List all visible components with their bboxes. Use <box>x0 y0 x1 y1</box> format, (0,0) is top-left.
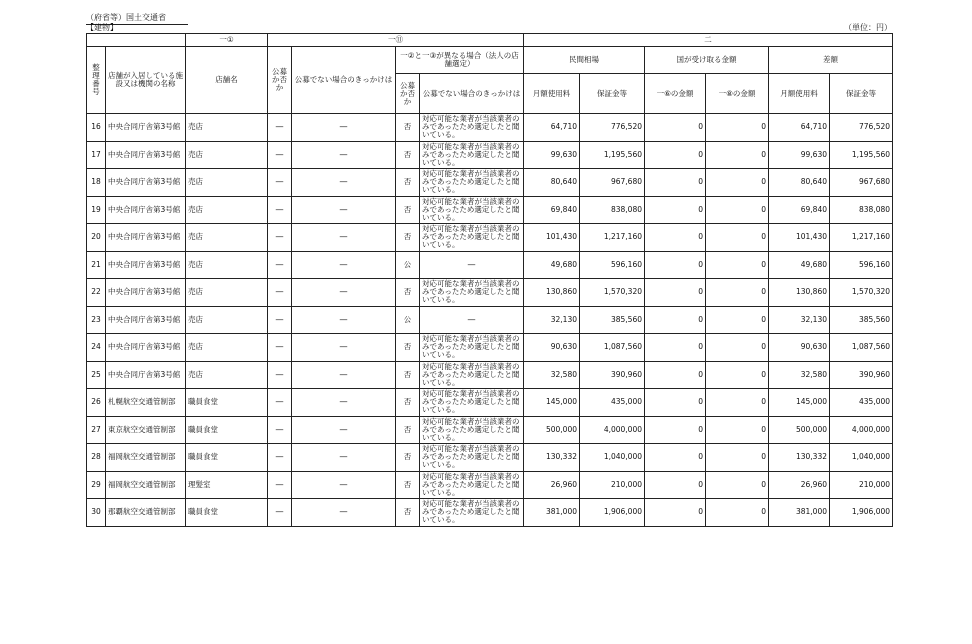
amount8-value: 0 <box>706 361 769 389</box>
reason-a-value: ― <box>292 334 396 362</box>
col-reason-b-head: 公募でない場合のきっかけは <box>420 74 524 114</box>
deposit-value: 967,680 <box>580 169 645 197</box>
public-b-value: 否 <box>396 224 420 252</box>
public-b-value: 否 <box>396 389 420 417</box>
row-number: 27 <box>87 416 106 444</box>
amount6-value: 0 <box>645 334 706 362</box>
row-number: 26 <box>87 389 106 417</box>
group-1-head: 一① <box>186 34 268 47</box>
row-number: 17 <box>87 141 106 169</box>
amount8-value: 0 <box>706 306 769 334</box>
public-a-value: ― <box>268 471 292 499</box>
table-row <box>87 471 893 499</box>
store-name: 売店 <box>186 141 268 169</box>
col-public-a-head: 公募か否か <box>268 47 292 114</box>
diff-deposit-value: 596,160 <box>830 251 893 279</box>
monthly-fee-value: 130,332 <box>524 444 580 472</box>
table-row <box>87 279 893 307</box>
table-row <box>87 361 893 389</box>
public-a-value: ― <box>268 141 292 169</box>
amount6-value: 0 <box>645 169 706 197</box>
monthly-fee-value: 101,430 <box>524 224 580 252</box>
table-row <box>87 444 893 472</box>
store-name: 売店 <box>186 334 268 362</box>
public-a-value: ― <box>268 334 292 362</box>
reason-a-value: ― <box>292 251 396 279</box>
deposit-value: 4,000,000 <box>580 416 645 444</box>
public-a-value: ― <box>268 169 292 197</box>
amount6-value: 0 <box>645 114 706 142</box>
diff-monthly-value: 26,960 <box>769 471 830 499</box>
col-store-head: 店舗名 <box>186 47 268 114</box>
monthly-fee-value: 99,630 <box>524 141 580 169</box>
public-b-value: 否 <box>396 361 420 389</box>
amount8-value: 0 <box>706 141 769 169</box>
reason-a-value: ― <box>292 114 396 142</box>
amount8-value: 0 <box>706 499 769 527</box>
row-number: 19 <box>87 196 106 224</box>
diff-deposit-value: 210,000 <box>830 471 893 499</box>
public-a-value: ― <box>268 114 292 142</box>
store-name: 売店 <box>186 196 268 224</box>
table-row <box>87 141 893 169</box>
diff-monthly-value: 500,000 <box>769 416 830 444</box>
row-number: 28 <box>87 444 106 472</box>
reason-a-value: ― <box>292 169 396 197</box>
store-name: 売店 <box>186 114 268 142</box>
reason-a-value: ― <box>292 141 396 169</box>
row-number: 30 <box>87 499 106 527</box>
col-num-head: 整理番号 <box>87 47 106 114</box>
reason-b-value: 対応可能な業者が当該業者のみであったため選定したと聞いている。 <box>420 444 524 472</box>
diff-monthly-value: 130,332 <box>769 444 830 472</box>
public-b-value: 否 <box>396 196 420 224</box>
facility-name: 那覇航空交通管制部 <box>106 499 186 527</box>
diff-monthly-value: 32,130 <box>769 306 830 334</box>
diff-monthly-value: 130,860 <box>769 279 830 307</box>
reason-a-value: ― <box>292 416 396 444</box>
public-b-value: 否 <box>396 416 420 444</box>
facility-name: 中央合同庁舎第3号館 <box>106 224 186 252</box>
amount6-value: 0 <box>645 196 706 224</box>
differs-head: 一②と一③が異なる場合（法人の店舗選定） <box>396 47 524 74</box>
public-a-value: ― <box>268 279 292 307</box>
amount6-value: 0 <box>645 499 706 527</box>
table-row <box>87 499 893 527</box>
amount8-value: 0 <box>706 169 769 197</box>
monthly-fee-value: 26,960 <box>524 471 580 499</box>
diff-monthly-value: 99,630 <box>769 141 830 169</box>
deposit-value: 435,000 <box>580 389 645 417</box>
row-number: 21 <box>87 251 106 279</box>
table-body <box>87 114 893 527</box>
col-diff-deposit-head: 保証金等 <box>830 74 893 114</box>
public-b-value: 否 <box>396 471 420 499</box>
amount8-value: 0 <box>706 224 769 252</box>
diff-deposit-value: 390,960 <box>830 361 893 389</box>
reason-a-value: ― <box>292 389 396 417</box>
store-name: 売店 <box>186 224 268 252</box>
deposit-value: 1,217,160 <box>580 224 645 252</box>
group-11-head: 一⑪ <box>268 34 524 47</box>
reason-b-value: 対応可能な業者が当該業者のみであったため選定したと聞いている。 <box>420 114 524 142</box>
deposit-value: 390,960 <box>580 361 645 389</box>
public-a-value: ― <box>268 444 292 472</box>
public-a-value: ― <box>268 251 292 279</box>
amount8-value: 0 <box>706 471 769 499</box>
public-b-value: 否 <box>396 114 420 142</box>
facility-name: 中央合同庁舎第3号館 <box>106 361 186 389</box>
public-b-value: 公 <box>396 251 420 279</box>
diff-monthly-value: 90,630 <box>769 334 830 362</box>
monthly-fee-value: 64,710 <box>524 114 580 142</box>
public-a-value: ― <box>268 306 292 334</box>
public-b-value: 公 <box>396 306 420 334</box>
facility-name: 中央合同庁舎第3号館 <box>106 306 186 334</box>
diff-monthly-value: 80,640 <box>769 169 830 197</box>
table-row <box>87 114 893 142</box>
reason-b-value: 対応可能な業者が当該業者のみであったため選定したと聞いている。 <box>420 416 524 444</box>
amount8-value: 0 <box>706 389 769 417</box>
public-a-value: ― <box>268 361 292 389</box>
amount8-value: 0 <box>706 251 769 279</box>
diff-monthly-value: 69,840 <box>769 196 830 224</box>
store-name: 職員食堂 <box>186 444 268 472</box>
table-row <box>87 169 893 197</box>
public-a-value: ― <box>268 416 292 444</box>
row-number: 22 <box>87 279 106 307</box>
group-2-head: 二 <box>524 34 893 47</box>
store-name: 理髪室 <box>186 471 268 499</box>
reason-b-value: 対応可能な業者が当該業者のみであったため選定したと聞いている。 <box>420 389 524 417</box>
reason-b-value: ― <box>420 306 524 334</box>
rent-table <box>86 33 893 527</box>
public-a-value: ― <box>268 389 292 417</box>
deposit-value: 776,520 <box>580 114 645 142</box>
diff-monthly-value: 49,680 <box>769 251 830 279</box>
amount6-value: 0 <box>645 224 706 252</box>
reason-b-value: 対応可能な業者が当該業者のみであったため選定したと聞いている。 <box>420 361 524 389</box>
deposit-value: 1,906,000 <box>580 499 645 527</box>
amount8-value: 0 <box>706 114 769 142</box>
public-a-value: ― <box>268 196 292 224</box>
deposit-value: 385,560 <box>580 306 645 334</box>
row-number: 23 <box>87 306 106 334</box>
amount6-value: 0 <box>645 471 706 499</box>
reason-a-value: ― <box>292 499 396 527</box>
private-head: 民間相場 <box>524 47 645 74</box>
amount8-value: 0 <box>706 279 769 307</box>
store-name: 売店 <box>186 251 268 279</box>
header-row-groups <box>87 34 893 47</box>
store-name: 職員食堂 <box>186 416 268 444</box>
public-b-value: 否 <box>396 169 420 197</box>
ministry-label: （府省等）国土交通省 <box>86 13 166 22</box>
col-facility-head: 店舗が入居している施設又は機関の名称 <box>106 47 186 114</box>
col-amount8-head: 一⑧の金額 <box>706 74 769 114</box>
header-row-sub <box>87 47 893 74</box>
col-reason-a-head: 公募でない場合のきっかけは <box>292 47 396 114</box>
row-number: 16 <box>87 114 106 142</box>
facility-name: 福岡航空交通管制部 <box>106 471 186 499</box>
received-head: 国が受け取る金額 <box>645 47 769 74</box>
reason-a-value: ― <box>292 224 396 252</box>
public-b-value: 否 <box>396 141 420 169</box>
amount6-value: 0 <box>645 444 706 472</box>
monthly-fee-value: 32,130 <box>524 306 580 334</box>
facility-name: 中央合同庁舎第3号館 <box>106 279 186 307</box>
amount6-value: 0 <box>645 306 706 334</box>
amount8-value: 0 <box>706 334 769 362</box>
amount6-value: 0 <box>645 361 706 389</box>
amount8-value: 0 <box>706 444 769 472</box>
diff-deposit-value: 1,087,560 <box>830 334 893 362</box>
reason-b-value: 対応可能な業者が当該業者のみであったため選定したと聞いている。 <box>420 224 524 252</box>
amount8-value: 0 <box>706 416 769 444</box>
public-b-value: 否 <box>396 279 420 307</box>
diff-monthly-value: 381,000 <box>769 499 830 527</box>
diff-deposit-value: 4,000,000 <box>830 416 893 444</box>
amount8-value: 0 <box>706 196 769 224</box>
reason-b-value: 対応可能な業者が当該業者のみであったため選定したと聞いている。 <box>420 169 524 197</box>
store-name: 職員食堂 <box>186 499 268 527</box>
table-row <box>87 334 893 362</box>
deposit-value: 1,570,320 <box>580 279 645 307</box>
diff-deposit-value: 385,560 <box>830 306 893 334</box>
reason-b-value: 対応可能な業者が当該業者のみであったため選定したと聞いている。 <box>420 499 524 527</box>
deposit-value: 596,160 <box>580 251 645 279</box>
store-name: 売店 <box>186 306 268 334</box>
row-number: 24 <box>87 334 106 362</box>
facility-name: 中央合同庁舎第3号館 <box>106 114 186 142</box>
row-number: 29 <box>87 471 106 499</box>
diff-deposit-value: 1,906,000 <box>830 499 893 527</box>
reason-b-value: 対応可能な業者が当該業者のみであったため選定したと聞いている。 <box>420 471 524 499</box>
table-row <box>87 389 893 417</box>
diff-monthly-value: 32,580 <box>769 361 830 389</box>
reason-a-value: ― <box>292 444 396 472</box>
amount6-value: 0 <box>645 251 706 279</box>
diff-monthly-value: 101,430 <box>769 224 830 252</box>
store-name: 売店 <box>186 169 268 197</box>
reason-b-value: 対応可能な業者が当該業者のみであったため選定したと聞いている。 <box>420 334 524 362</box>
diff-deposit-value: 967,680 <box>830 169 893 197</box>
monthly-fee-value: 80,640 <box>524 169 580 197</box>
diff-deposit-value: 1,040,000 <box>830 444 893 472</box>
store-name: 職員食堂 <box>186 389 268 417</box>
store-name: 売店 <box>186 361 268 389</box>
reason-a-value: ― <box>292 196 396 224</box>
diff-deposit-value: 1,217,160 <box>830 224 893 252</box>
reason-a-value: ― <box>292 279 396 307</box>
unit-label: （単位：円） <box>844 23 892 32</box>
table-row <box>87 251 893 279</box>
table-row <box>87 224 893 252</box>
facility-name: 東京航空交通管制部 <box>106 416 186 444</box>
col-diff-monthly-head: 月額使用料 <box>769 74 830 114</box>
facility-name: 中央合同庁舎第3号館 <box>106 251 186 279</box>
row-number: 20 <box>87 224 106 252</box>
diff-deposit-value: 1,570,320 <box>830 279 893 307</box>
facility-name: 福岡航空交通管制部 <box>106 444 186 472</box>
category-label: 【建物】 <box>86 23 118 32</box>
public-a-value: ― <box>268 499 292 527</box>
col-public-b-head: 公募か否か <box>396 74 420 114</box>
amount6-value: 0 <box>645 389 706 417</box>
diff-deposit-value: 1,195,560 <box>830 141 893 169</box>
reason-a-value: ― <box>292 471 396 499</box>
monthly-fee-value: 145,000 <box>524 389 580 417</box>
amount6-value: 0 <box>645 279 706 307</box>
monthly-fee-value: 381,000 <box>524 499 580 527</box>
diff-monthly-value: 64,710 <box>769 114 830 142</box>
reason-a-value: ― <box>292 306 396 334</box>
diff-head: 差額 <box>769 47 893 74</box>
amount6-value: 0 <box>645 141 706 169</box>
reason-b-value: ― <box>420 251 524 279</box>
diff-deposit-value: 838,080 <box>830 196 893 224</box>
reason-b-value: 対応可能な業者が当該業者のみであったため選定したと聞いている。 <box>420 196 524 224</box>
monthly-fee-value: 130,860 <box>524 279 580 307</box>
store-name: 売店 <box>186 279 268 307</box>
table-row <box>87 196 893 224</box>
public-b-value: 否 <box>396 334 420 362</box>
diff-monthly-value: 145,000 <box>769 389 830 417</box>
facility-name: 中央合同庁舎第3号館 <box>106 334 186 362</box>
reason-a-value: ― <box>292 361 396 389</box>
public-b-value: 否 <box>396 444 420 472</box>
facility-name: 中央合同庁舎第3号館 <box>106 141 186 169</box>
diff-deposit-value: 435,000 <box>830 389 893 417</box>
col-amount6-head: 一⑥の金額 <box>645 74 706 114</box>
blank-head <box>87 34 186 47</box>
deposit-value: 1,087,560 <box>580 334 645 362</box>
facility-name: 中央合同庁舎第3号館 <box>106 196 186 224</box>
facility-name: 中央合同庁舎第3号館 <box>106 169 186 197</box>
monthly-fee-value: 49,680 <box>524 251 580 279</box>
deposit-value: 210,000 <box>580 471 645 499</box>
deposit-value: 838,080 <box>580 196 645 224</box>
monthly-fee-value: 90,630 <box>524 334 580 362</box>
monthly-fee-value: 32,580 <box>524 361 580 389</box>
public-a-value: ― <box>268 224 292 252</box>
deposit-value: 1,195,560 <box>580 141 645 169</box>
table-row <box>87 306 893 334</box>
monthly-fee-value: 69,840 <box>524 196 580 224</box>
deposit-value: 1,040,000 <box>580 444 645 472</box>
table-row <box>87 416 893 444</box>
public-b-value: 否 <box>396 499 420 527</box>
col-monthly-head: 月額使用料 <box>524 74 580 114</box>
row-number: 25 <box>87 361 106 389</box>
reason-b-value: 対応可能な業者が当該業者のみであったため選定したと聞いている。 <box>420 141 524 169</box>
amount6-value: 0 <box>645 416 706 444</box>
diff-deposit-value: 776,520 <box>830 114 893 142</box>
row-number: 18 <box>87 169 106 197</box>
facility-name: 札幌航空交通管制部 <box>106 389 186 417</box>
col-deposit-head: 保証金等 <box>580 74 645 114</box>
reason-b-value: 対応可能な業者が当該業者のみであったため選定したと聞いている。 <box>420 279 524 307</box>
monthly-fee-value: 500,000 <box>524 416 580 444</box>
